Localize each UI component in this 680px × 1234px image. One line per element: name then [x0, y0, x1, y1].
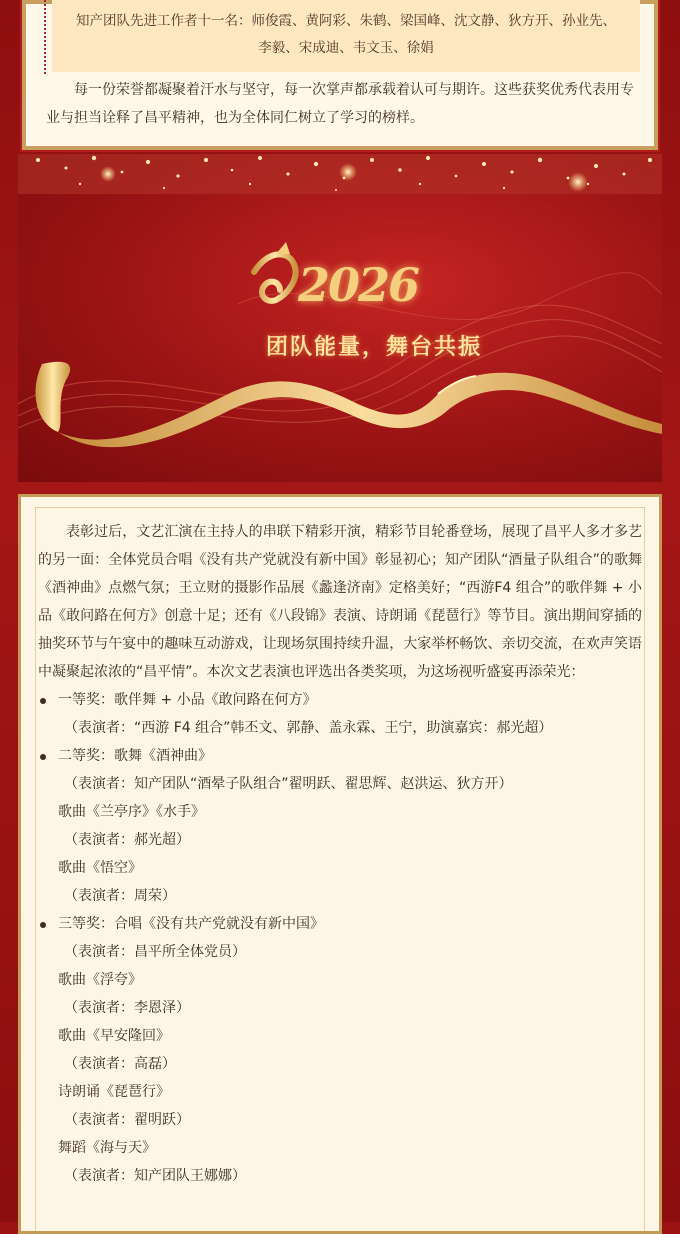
award-third-line: 舞蹈《海与天》 [58, 1140, 156, 1156]
honor-list-box [52, 0, 640, 72]
intro-paragraph: 表彰过后，文艺汇演在主持人的串联下精彩开演，精彩节目轮番登场，展现了昌平人多才多艺的另一面：全体党员合唱《没有共产党就没有新中国》彰显初心；知产团队“酒量子队组合”的歌舞《酒神曲》点燃气氛；王立财的摄影作品展《蠡逢济南》定格美好；“西游F4 组合”的歌伴舞 + 小品《敢问路在何方》创意十足；还有《八段锦》表演、诗朗诵《琵琶行》等节目。演出期间穿插的抽奖环节与午宴中的趣味互动游戏，让现场氛围持续升温，大家举杯畅饮、亲切交流，在欢声笑语中凝聚起浓浓的“昌平情”。本次文艺表演也评选出各类奖项，为这场视听盛宴再添荣光： [38, 524, 642, 680]
award-second-line: （表演者：周荣） [64, 888, 176, 904]
award-second-line: 歌曲《兰亭序》《水手》 [58, 804, 205, 820]
banner-year: 2026 [298, 258, 419, 312]
award-third-line: 诗朗诵《琵琶行》 [58, 1084, 170, 1100]
award-third-line: （表演者：李恩泽） [64, 1000, 190, 1016]
section-banner [18, 154, 662, 482]
award-second-line: （表演者：知产团队“酒晕子队组合”翟明跃、翟思辉、赵洪运、狄方开） [64, 776, 513, 792]
banner-decoration [18, 154, 662, 482]
award-third-line: 歌曲《浮夸》 [58, 972, 142, 988]
dotted-divider [44, 0, 46, 74]
banner-title: 团队能量，舞台共振 [265, 335, 482, 360]
award-first-title: 一等奖：歌伴舞 + 小品《敢问路在何方》 [38, 686, 642, 714]
award-third-line: （表演者：昌平所全体党员） [64, 944, 246, 960]
award-second-title: 二等奖：歌舞《酒神曲》 [38, 742, 642, 770]
content-body [38, 518, 642, 1190]
award-second-line: （表演者：郝光超） [64, 832, 190, 848]
top-paragraph: 每一份荣誉都凝聚着汗水与坚守，每一次掌声都承载着认可与期许。这些获奖优秀代表用专业与担当诠释了昌平精神，也为全体同仁树立了学习的榜样。 [46, 82, 634, 126]
award-second-line: 歌曲《悟空》 [58, 860, 142, 876]
award-third-line: （表演者：翟明跃） [64, 1112, 190, 1128]
honor-line-2: 李毅、宋成迪、韦文玉、徐娟 [258, 40, 434, 56]
award-first-line: （表演者：“西游 F4 组合”韩丕文、郭静、盖永霖、王宁，助演嘉宾：郝光超） [64, 720, 553, 736]
award-third-title: 三等奖：合唱《没有共产党就没有新中国》 [38, 910, 642, 938]
honor-line-1: 知产团队先进工作者十一名：师俊霞、黄阿彩、朱鹤、梁国峰、沈文静、狄方开、孙业先、 [76, 13, 616, 29]
award-third-line: （表演者：高磊） [64, 1056, 176, 1072]
award-third-line: 歌曲《早安隆回》 [58, 1028, 170, 1044]
award-third-line: （表演者：知产团队王娜娜） [64, 1168, 246, 1184]
